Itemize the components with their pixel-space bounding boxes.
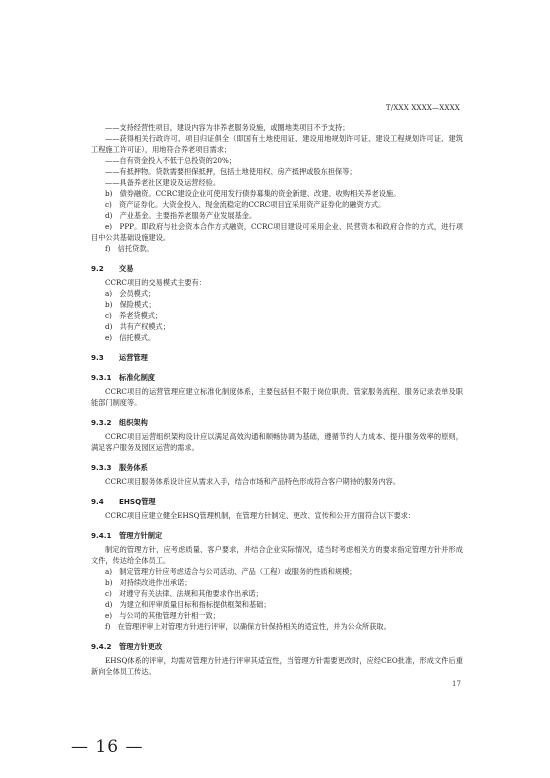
- list-item: a) 会员模式；: [105, 289, 156, 298]
- document-body: [91, 122, 463, 677]
- section-number: 9.4: [91, 497, 104, 506]
- page-number: — 16 —: [71, 737, 144, 757]
- section-title: 交易: [119, 264, 134, 273]
- list-item: d) 产业基金。主要指养老服务产业发展基金。: [105, 211, 257, 220]
- section-heading: [91, 462, 463, 473]
- folio-number: 17: [452, 680, 461, 688]
- paragraph: CCRC项目的交易模式主要有：: [105, 278, 206, 287]
- list-item: b) 对持续改进作出承诺；: [105, 578, 192, 587]
- section-heading: [91, 263, 463, 274]
- dash-list-item: ——支持经营性项目，建设内容为非养老服务设施，或圈地类项目不予支持；: [105, 123, 350, 132]
- section-title: 管理方针制定: [119, 531, 163, 540]
- dash-list-item: ——获得相关行政许可、项目归证俱全（即国有土地使用证、建设用地规划许可证、建设工程规划许可证、建筑工程施工许可证），用地符合养老项目需求；: [91, 134, 463, 154]
- list-item: e) 与公司的其他管理方针相一致；: [105, 611, 220, 620]
- section-title: EHSQ管理: [119, 497, 156, 506]
- section-heading: [91, 352, 463, 363]
- dash-list-item: ——自有资金投入不低于总投资的20%；: [105, 156, 236, 165]
- paragraph: CCRC项目的运营管理应建立标准化制度体系，主要包括但不限于岗位职责、管家服务流程、服务记录表单及职能部门制度等。: [91, 387, 463, 407]
- section-number: 9.2: [91, 264, 104, 273]
- paragraph: EHSQ体系的评审，均需对管理方针进行评审其适宜性，当管理方针需要更改时，应经CEO批准，形成文件后重新向全体员工传达。: [91, 656, 463, 676]
- section-heading: [91, 496, 463, 507]
- section-title: 运营管理: [119, 353, 148, 362]
- section-title: 管理方针更改: [119, 642, 163, 651]
- dash-list-item: ——具备养老社区建设及运营经验。: [105, 178, 221, 187]
- list-item: c) 对遵守有关法律、法规和其他要求作出承诺；: [105, 589, 263, 598]
- list-item: e) PPP。即政府与社会资本合作方式融资，CCRC项目建设可采用企业、民营资本和政府合作的方式，进行项目中公共基础设施建设。: [91, 222, 463, 242]
- paragraph: CCRC项目服务体系设计应从需求入手，结合市场和产品特色形成符合客户期待的服务内容。: [105, 477, 401, 486]
- paragraph: CCRC项目应建立健全EHSQ管理机制，在管理方针制定、更改、宣传和公开方面符合以下要求：: [105, 511, 416, 520]
- list-item: d) 为建立和评审质量目标和指标提供框架和基础；: [105, 600, 271, 609]
- section-number: 9.3.3: [91, 463, 112, 472]
- standard-code: T/XXX XXXX—XXXX: [385, 104, 460, 112]
- list-item: a) 制定管理方针应考虑适合与公司活动、产品（工程）或服务的性质和规模；: [105, 567, 357, 576]
- section-number: 9.4.1: [91, 531, 112, 540]
- paragraph: 制定的管理方针，应考虑质量、客户要求，并结合企业实际情况，适当时考虑相关方的要求指定管理方针并形成文件，传达给全体员工。: [91, 545, 463, 565]
- section-title: 标准化制度: [119, 373, 155, 382]
- list-item: f) 信托贷款。: [105, 244, 154, 253]
- dash-list-item: ——有抵押物。贷款需要担保抵押，包括土地使用权、房产抵押或股东担保等；: [105, 167, 357, 176]
- section-number: 9.3: [91, 353, 104, 362]
- section-heading: [91, 417, 463, 428]
- section-title: 服务体系: [119, 463, 148, 472]
- section-title: 组织架构: [119, 418, 148, 427]
- list-item: c) 养老贷模式；: [105, 311, 163, 320]
- section-number: 9.3.1: [91, 373, 112, 382]
- list-item: f) 在管理评审上对管理方针进行评审，以确保方针保持相关的适宜性，并为公众所获取。: [105, 622, 391, 631]
- section-heading: [91, 530, 463, 541]
- list-item: d) 共有产权模式；: [105, 322, 170, 331]
- list-item: b) 保险模式；: [105, 300, 156, 309]
- list-item: e) 信托模式。: [105, 333, 156, 342]
- section-number: 9.3.2: [91, 418, 112, 427]
- section-heading: [91, 372, 463, 383]
- list-item: b) 债券融资。CCRC建设企业可使用发行债券募集的资金新建、改建、收购相关养老设施。: [105, 189, 401, 198]
- paragraph: CCRC项目运营组织架构设计应以满足高效沟通和顺畅协调为基础，遵循节约人力成本、提升服务效率的原则，满足客户服务及园区运营的需求。: [91, 432, 463, 452]
- section-number: 9.4.2: [91, 642, 112, 651]
- section-heading: [91, 641, 463, 652]
- list-item: c) 资产证券化。大资金投入、现金流稳定的CCRC项目宜采用资产证券化的融资方式。: [105, 200, 386, 209]
